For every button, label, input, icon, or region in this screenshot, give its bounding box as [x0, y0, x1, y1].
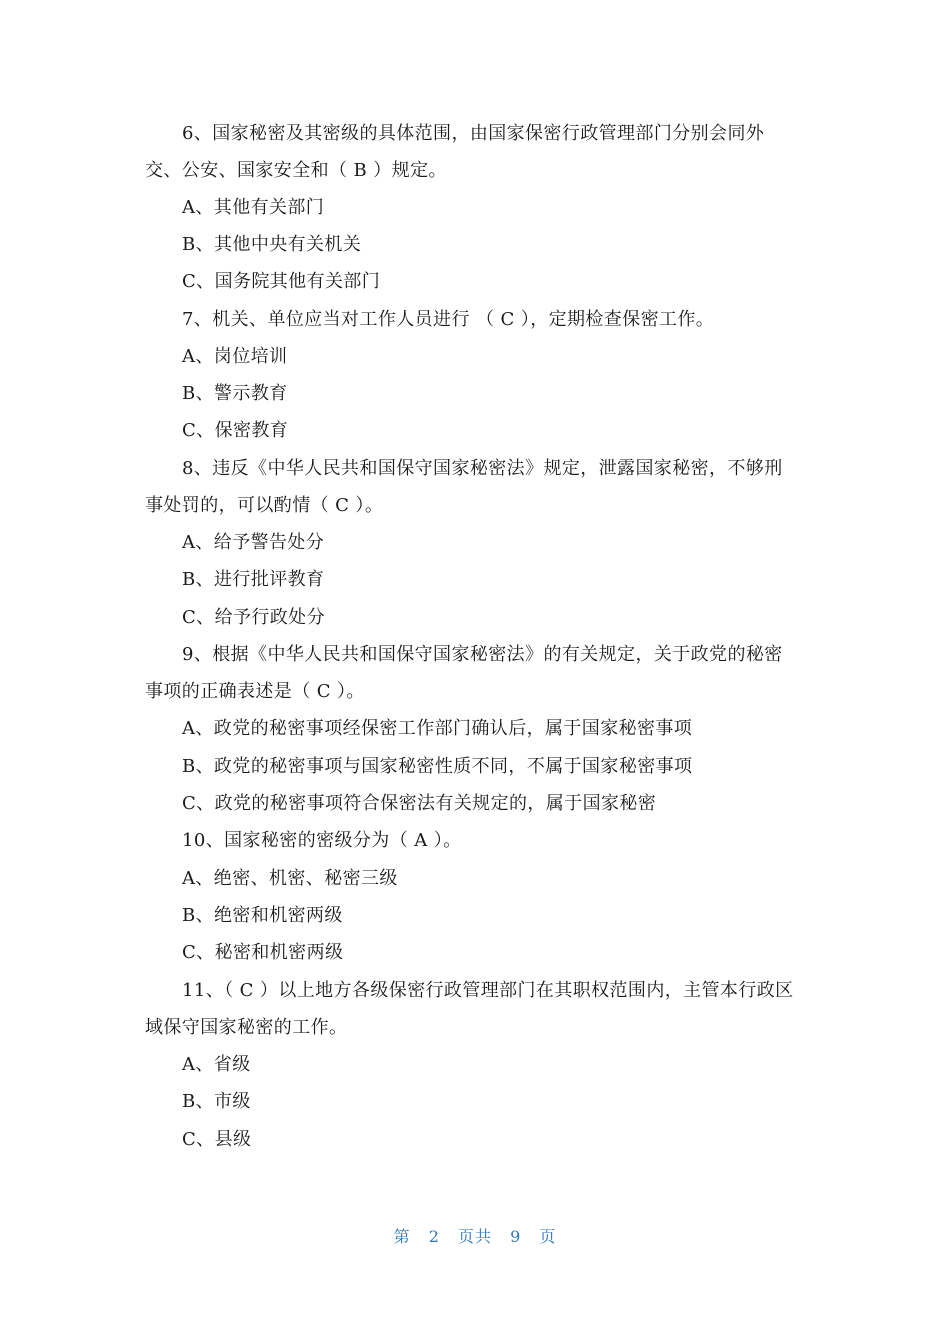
- question-10-option-c: C、秘密和机密两级: [182, 942, 344, 963]
- question-7-stem-line1: 7、机关、单位应当对工作人员进行 （ C ），定期检查保密工作。: [182, 309, 715, 330]
- question-11-stem-line1: 11、（ C ）以上地方各级保密行政管理部门在其职权范围内，主管本行政区: [182, 980, 794, 1001]
- question-11-option-c: C、县级: [182, 1129, 252, 1150]
- question-9-option-a: A、政党的秘密事项经保密工作部门确认后，属于国家秘密事项: [182, 718, 693, 739]
- footer-total-pages: 9: [510, 1227, 522, 1246]
- question-11-option-b: B、市级: [182, 1091, 251, 1112]
- question-6-stem-line1: 6、国家秘密及其密级的具体范围，由国家保密行政管理部门分别会同外: [182, 123, 765, 144]
- question-7-option-b: B、警示教育: [182, 383, 288, 404]
- question-8-option-b: B、进行批评教育: [182, 569, 325, 590]
- question-11-stem-line2: 域保守国家秘密的工作。: [145, 1017, 348, 1038]
- question-11-option-a: A、省级: [182, 1054, 251, 1075]
- question-8-stem-line2: 事处罚的，可以酌情（ C ）。: [145, 495, 384, 516]
- question-10-option-a: A、绝密、机密、秘密三级: [182, 868, 398, 889]
- question-9-stem-line2: 事项的正确表述是（ C ）。: [145, 681, 365, 702]
- question-10-option-b: B、绝密和机密两级: [182, 905, 343, 926]
- question-6-option-a: A、其他有关部门: [182, 197, 325, 218]
- question-8-stem-line1: 8、违反《中华人民共和国保守国家秘密法》规定，泄露国家秘密，不够刑: [182, 458, 783, 479]
- question-8-option-a: A、给予警告处分: [182, 532, 325, 553]
- question-9-option-b: B、政党的秘密事项与国家秘密性质不同，不属于国家秘密事项: [182, 756, 693, 777]
- question-7-option-a: A、岗位培训: [182, 346, 288, 367]
- question-10-stem-line1: 10、国家秘密的密级分为（ A ）。: [182, 830, 462, 851]
- page-number-footer: [0, 1226, 950, 1248]
- footer-word-ye: 页: [539, 1227, 557, 1246]
- footer-word-di: 第: [393, 1227, 411, 1246]
- question-6-option-b: B、其他中央有关机关: [182, 234, 362, 255]
- footer-word-ye-gong: 页共: [457, 1227, 492, 1246]
- question-7-option-c: C、保密教育: [182, 420, 289, 441]
- question-8-option-c: C、给予行政处分: [182, 607, 325, 628]
- question-6-stem-line2: 交、公安、国家安全和（ B ）规定。: [145, 160, 447, 181]
- footer-current-page: 2: [428, 1227, 440, 1246]
- question-6-option-c: C、国务院其他有关部门: [182, 271, 381, 292]
- question-9-option-c: C、政党的秘密事项符合保密法有关规定的，属于国家秘密: [182, 793, 657, 814]
- question-9-stem-line1: 9、根据《中华人民共和国保守国家秘密法》的有关规定，关于政党的秘密: [182, 644, 783, 665]
